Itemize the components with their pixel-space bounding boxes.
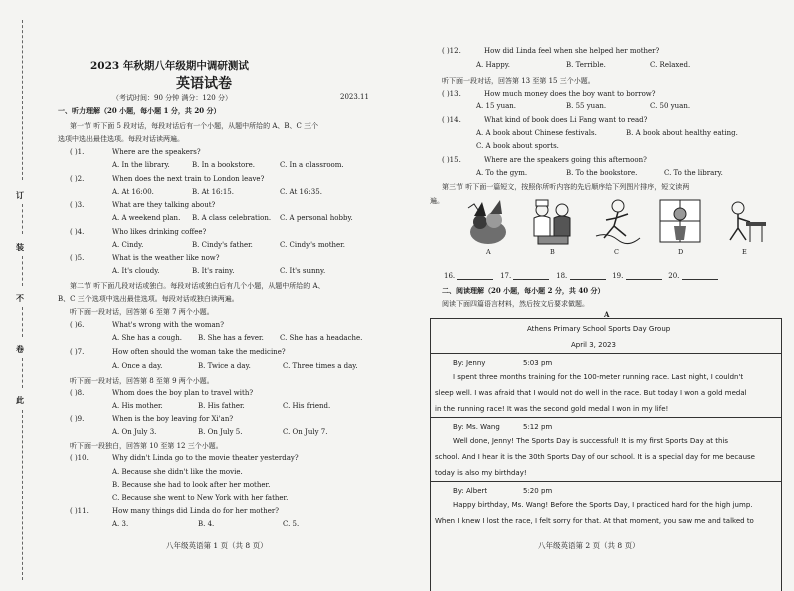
question-7: How often should the woman take the medicine? xyxy=(112,348,286,356)
picture-label-d: D xyxy=(678,248,684,256)
option-12c[interactable]: C. Relaxed. xyxy=(650,61,691,69)
option-8c[interactable]: C. His friend. xyxy=(283,402,331,410)
gutter-dashes xyxy=(22,204,23,234)
option-1c[interactable]: C. In a classroom. xyxy=(280,161,344,169)
question-2-num[interactable]: ( )2. xyxy=(70,175,85,183)
question-3: What are they talking about? xyxy=(112,201,216,209)
page-footer-2: 八年级英语第 2 页（共 8 页） xyxy=(534,540,644,551)
exam-title: 2023 年秋期八年级期中调研测试 xyxy=(90,60,249,72)
dialog-intro-6-7: 听下面一段对话，回答第 6 至第 7 两个小题。 xyxy=(70,308,214,316)
option-10c[interactable]: C. Because she went to New York with her father. xyxy=(112,494,289,502)
gutter-char: 此 xyxy=(16,395,24,405)
option-4c[interactable]: C. Cindy's mother. xyxy=(280,241,345,249)
question-2: When does the next train to London leave? xyxy=(112,175,265,183)
gutter-char: 不 xyxy=(16,293,24,303)
post-text: in the running race! It was the second gold medal I won in my life! xyxy=(435,405,669,413)
part2-intro: 阅读下面四篇语言材料，然后按文后要求做题。 xyxy=(442,300,589,308)
picture-label-b: B xyxy=(550,248,555,256)
option-2a[interactable]: A. At 16:00. xyxy=(112,188,154,196)
option-5c[interactable]: C. It's sunny. xyxy=(280,267,326,275)
blank-19-label: 19. xyxy=(612,272,624,280)
post-divider xyxy=(431,481,781,482)
option-10b[interactable]: B. Because she had to look after her mother. xyxy=(112,481,271,489)
blank-19[interactable] xyxy=(626,272,662,280)
picture-c xyxy=(588,196,644,248)
option-6a[interactable]: A. She has a cough. xyxy=(112,334,182,342)
question-13: How much money does the boy want to borrow? xyxy=(484,90,656,98)
question-3-num[interactable]: ( )3. xyxy=(70,201,85,209)
option-15b[interactable]: B. To the bookstore. xyxy=(566,169,638,177)
option-9b[interactable]: B. On July 5. xyxy=(198,428,243,436)
question-6: What's wrong with the woman? xyxy=(112,321,224,329)
option-5b[interactable]: B. It's rainy. xyxy=(192,267,235,275)
section3-intro: 第三节 听下面一篇短文，按照你所听内容的先后顺序给下列图片排序，短文读两 xyxy=(442,183,690,191)
exam-info: （考试时间：90 分钟 满分：120 分） xyxy=(112,94,232,102)
board-date: April 3, 2023 xyxy=(571,341,616,349)
question-9: When is the boy leaving for Xi'an? xyxy=(112,415,234,423)
passage-label: A xyxy=(604,310,610,319)
option-13c[interactable]: C. 50 yuan. xyxy=(650,102,691,110)
option-12a[interactable]: A. Happy. xyxy=(476,61,510,69)
option-2c[interactable]: C. At 16:35. xyxy=(280,188,322,196)
option-14b[interactable]: B. A book about healthy eating. xyxy=(626,129,738,137)
blank-16[interactable] xyxy=(457,272,493,280)
question-12: How did Linda feel when she helped her mother? xyxy=(484,47,660,55)
blank-16-label: 16. xyxy=(444,272,456,280)
question-4-num[interactable]: ( )4. xyxy=(70,228,85,236)
question-12-num[interactable]: ( )12. xyxy=(442,47,461,55)
blank-17[interactable] xyxy=(513,272,549,280)
question-11: How many things did Linda do for her mother? xyxy=(112,507,280,515)
post-text: Happy birthday, Ms. Wang! Before the Sports Day, I practiced hard for the high jump. xyxy=(453,501,753,509)
exam-subject: 英语试卷 xyxy=(176,76,232,92)
picture-label-c: C xyxy=(614,248,619,256)
option-11b[interactable]: B. 4. xyxy=(198,520,215,528)
vegetables-illustration xyxy=(460,196,516,248)
post-time: 5:20 pm xyxy=(523,487,553,495)
running-illustration xyxy=(588,196,644,248)
option-7b[interactable]: B. Twice a day. xyxy=(198,362,251,370)
picture-label-a: A xyxy=(486,248,491,256)
option-6c[interactable]: C. She has a headache. xyxy=(280,334,363,342)
question-10-num[interactable]: ( )10. xyxy=(70,454,89,462)
gutter-char: 订 xyxy=(16,190,24,200)
dialog-intro-8-9: 听下面一段对话，回答第 8 至第 9 两个小题。 xyxy=(70,377,214,385)
blank-17-label: 17. xyxy=(500,272,512,280)
monologue-intro-10-12: 听下面一段独白，回答第 10 至第 12 三个小题。 xyxy=(70,442,223,450)
post-text: school. And I hear it is the 30th Sports Day of our school. It is a special day for me because xyxy=(435,453,755,461)
question-1: Where are the speakers? xyxy=(112,148,201,156)
option-8b[interactable]: B. His father. xyxy=(198,402,245,410)
picture-a xyxy=(460,196,516,248)
post-text: Well done, Jenny! The Sports Day is successful! It is my first Sports Day at this xyxy=(453,437,728,445)
option-4a[interactable]: A. Cindy. xyxy=(112,241,144,249)
option-3c[interactable]: C. A personal hobby. xyxy=(280,214,353,222)
question-4: Who likes drinking coffee? xyxy=(112,228,207,236)
option-13b[interactable]: B. 55 yuan. xyxy=(566,102,607,110)
board-title: Athens Primary School Sports Day Group xyxy=(527,325,671,333)
picture-e xyxy=(716,196,772,248)
option-3a[interactable]: A. A weekend plan. xyxy=(112,214,181,222)
question-5-num[interactable]: ( )5. xyxy=(70,254,85,262)
post-author: By: Albert xyxy=(453,487,488,495)
post-text: sleep well. I was afraid that I would not do well in the race. But today I won a gold medal xyxy=(435,389,747,397)
cooking-illustration xyxy=(524,196,580,248)
post-author: By: Ms. Wang xyxy=(453,423,500,431)
blank-20-label: 20. xyxy=(668,272,680,280)
option-7a[interactable]: A. Once a day. xyxy=(112,362,163,370)
post-text: today is also my birthday! xyxy=(435,469,527,477)
option-10a[interactable]: A. Because she didn't like the movie. xyxy=(112,468,243,476)
question-11-num[interactable]: ( )11. xyxy=(70,507,89,515)
option-7c[interactable]: C. Three times a day. xyxy=(283,362,358,370)
option-1b[interactable]: B. In a bookstore. xyxy=(192,161,255,169)
option-12b[interactable]: B. Terrible. xyxy=(566,61,606,69)
question-14: What kind of book does Li Fang want to read? xyxy=(484,116,648,124)
picture-label-e: E xyxy=(742,248,747,256)
studying-illustration xyxy=(716,196,772,248)
answer-blanks xyxy=(444,272,718,280)
question-1-num[interactable]: ( )1. xyxy=(70,148,85,156)
post-time: 5:03 pm xyxy=(523,359,553,367)
section1-intro-cont: 选项中选出最佳选项。每段对话读两遍。 xyxy=(58,135,184,143)
binding-gutter xyxy=(10,0,28,591)
option-13a[interactable]: A. 15 yuan. xyxy=(476,102,517,110)
part1-heading: 一、听力理解（20 小题，每小题 1 分，共 20 分） xyxy=(58,106,221,115)
blank-18-label: 18. xyxy=(556,272,568,280)
option-15c[interactable]: C. To the library. xyxy=(664,169,723,177)
exam-date: 2023.11 xyxy=(340,93,369,101)
option-11a[interactable]: A. 3. xyxy=(112,520,129,528)
option-4b[interactable]: B. Cindy's father. xyxy=(192,241,253,249)
blank-18[interactable] xyxy=(570,272,606,280)
question-13-num[interactable]: ( )13. xyxy=(442,90,461,98)
option-14a[interactable]: A. A book about Chinese festivals. xyxy=(476,129,597,137)
question-15: Where are the speakers going this afternoon? xyxy=(484,156,647,164)
picture-b xyxy=(524,196,580,248)
dialog-intro-13-15: 听下面一段对话，回答第 13 至第 15 三个小题。 xyxy=(442,77,595,85)
gutter-char: 装 xyxy=(16,242,24,252)
section2-intro: 第二节 听下面几段对话或独白。每段对话或独白后有几个小题，从题中所给的 A、 xyxy=(70,282,325,290)
section1-intro: 第一节 听下面 5 段对话，每段对话后有一个小题，从题中所给的 A、B、C 三个 xyxy=(70,122,319,130)
gutter-dashes xyxy=(22,20,23,180)
section3-intro-cont: 遍。 xyxy=(430,197,444,205)
post-divider xyxy=(431,417,781,418)
option-3b[interactable]: B. A class celebration. xyxy=(192,214,272,222)
window-illustration xyxy=(652,196,708,248)
question-5: What is the weather like now? xyxy=(112,254,220,262)
gutter-dashes xyxy=(22,358,23,388)
question-14-num[interactable]: ( )14. xyxy=(442,116,461,124)
part2-heading: 二、阅读理解（20 小题，每小题 2 分，共 40 分） xyxy=(442,286,605,295)
gutter-dashes xyxy=(22,256,23,286)
option-15a[interactable]: A. To the gym. xyxy=(476,169,528,177)
option-5a[interactable]: A. It's cloudy. xyxy=(112,267,160,275)
right-page xyxy=(430,0,794,591)
question-8-num[interactable]: ( )8. xyxy=(70,389,85,397)
option-8a[interactable]: A. His mother. xyxy=(112,402,163,410)
option-11c[interactable]: C. 5. xyxy=(283,520,300,528)
question-10: Why didn't Linda go to the movie theater yesterday? xyxy=(112,454,299,462)
picture-d xyxy=(652,196,708,248)
gutter-dashes xyxy=(22,410,23,580)
option-9a[interactable]: A. On July 3. xyxy=(112,428,157,436)
question-8: Whom does the boy plan to travel with? xyxy=(112,389,254,397)
question-7-num[interactable]: ( )7. xyxy=(70,348,85,356)
gutter-dashes xyxy=(22,307,23,337)
option-6b[interactable]: B. She has a fever. xyxy=(198,334,264,342)
post-author: By: Jenny xyxy=(453,359,486,367)
page-footer-1: 八年级英语第 1 页（共 8 页） xyxy=(166,541,268,550)
question-15-num[interactable]: ( )15. xyxy=(442,156,461,164)
post-text: I spent three months training for the 100-meter running race. Last night, I couldn't xyxy=(453,373,744,381)
option-1a[interactable]: A. In the library. xyxy=(112,161,170,169)
post-divider xyxy=(431,353,781,354)
section2-intro-cont: B、C 三个选项中选出最佳选项。每段对话或独白读两遍。 xyxy=(58,295,239,303)
gutter-char: 卷 xyxy=(16,344,24,354)
option-9c[interactable]: C. On July 7. xyxy=(283,428,328,436)
post-text: When I knew I lost the race, I felt sorry for that. At that moment, you saw me and talked to xyxy=(435,517,754,525)
option-2b[interactable]: B. At 16:15. xyxy=(192,188,234,196)
question-6-num[interactable]: ( )6. xyxy=(70,321,85,329)
picture-row xyxy=(460,196,776,254)
option-14c[interactable]: C. A book about sports. xyxy=(476,142,559,150)
question-9-num[interactable]: ( )9. xyxy=(70,415,85,423)
post-time: 5:12 pm xyxy=(523,423,553,431)
blank-20[interactable] xyxy=(682,272,718,280)
